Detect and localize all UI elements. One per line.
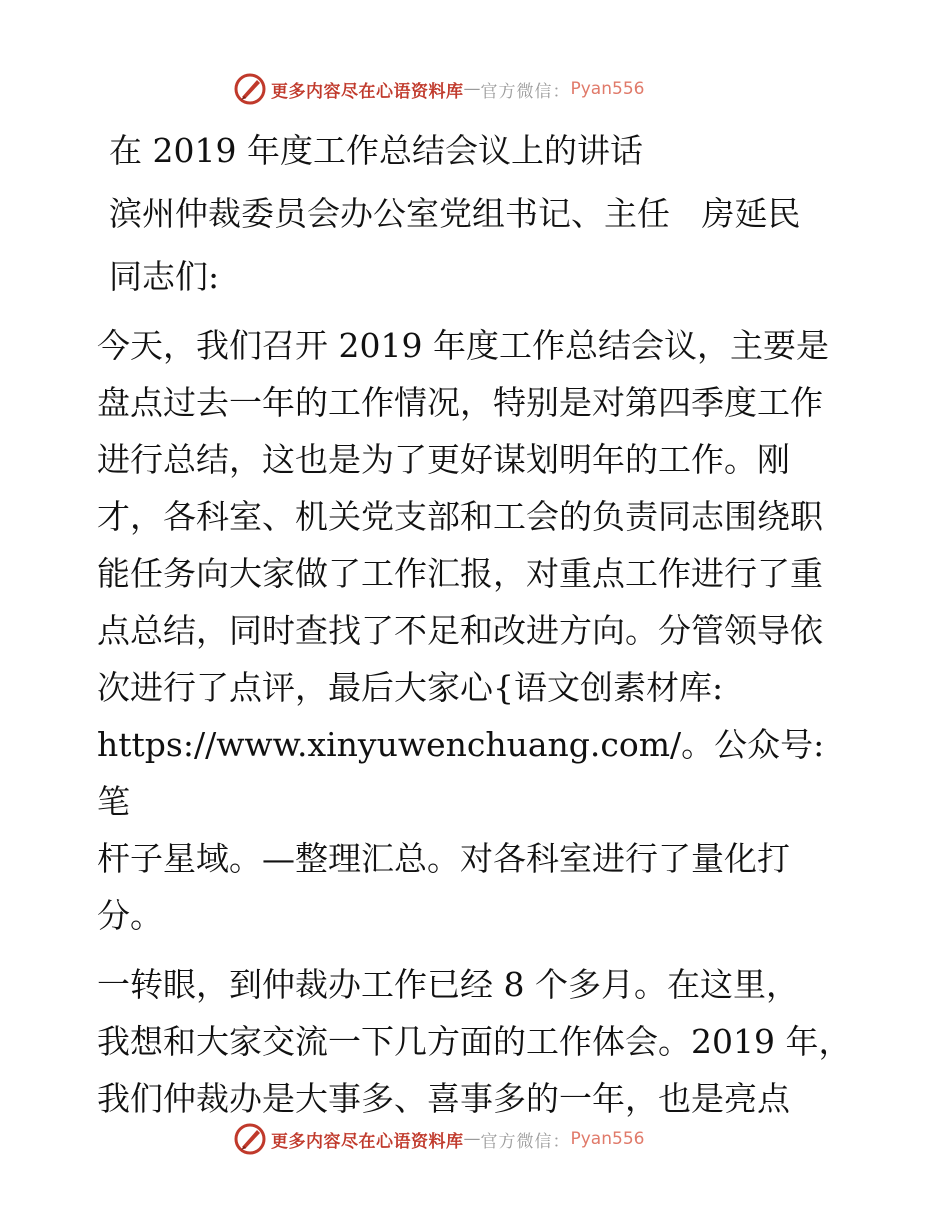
watermark-dash: — <box>463 1129 481 1149</box>
watermark-wechat-id: Pyan556 <box>570 79 645 99</box>
watermark-main-text: 更多内容尽在心语资料库 <box>271 81 464 102</box>
paragraph-2 <box>97 956 857 1127</box>
paragraph-line: 点总结，同时查找了不足和改进方向。分管领导依 <box>97 611 823 650</box>
watermark-main-text: 更多内容尽在心语资料库 <box>271 1131 464 1152</box>
paragraph-line: 我们仲裁办是大事多、喜事多的一年，也是亮点 <box>97 1079 790 1118</box>
document-body <box>97 122 857 1139</box>
footer-watermark <box>233 1122 644 1156</box>
header-watermark <box>233 72 644 106</box>
watermark-wechat-label: 官方微信： <box>480 1131 571 1152</box>
paragraph-line: 进行总结，这也是为了更好谋划明年的工作。刚 <box>97 440 790 479</box>
watermark-wechat-id: Pyan556 <box>570 1129 645 1149</box>
quill-pen-logo-icon <box>233 72 267 106</box>
quill-pen-logo-icon <box>233 1122 267 1156</box>
paragraph-line: 分。 <box>97 896 163 935</box>
document-title: 在 2019 年度工作总结会议上的讲话 <box>109 131 643 170</box>
paragraph-line: 我想和大家交流一下几方面的工作体会。2019 年， <box>97 1022 852 1061</box>
paragraph-line: 杆子星域。—整理汇总。对各科室进行了量化打 <box>97 839 790 878</box>
watermark-wechat-label: 官方微信： <box>480 81 571 102</box>
paragraph-line: https://www.xinyuwenchuang.com/。公众号: 笔 <box>97 725 825 821</box>
paragraph-line: 一转眼，到仲裁办工作已经 8 个多月。在这里， <box>97 965 799 1004</box>
document-greeting: 同志们: <box>109 257 220 296</box>
paragraph-line: 能任务向大家做了工作汇报，对重点工作进行了重 <box>97 554 823 593</box>
watermark-dash: — <box>463 79 481 99</box>
paragraph-line: 盘点过去一年的工作情况，特别是对第四季度工作 <box>97 383 823 422</box>
paragraph-line: 次进行了点评，最后大家心{语文创素材库: <box>97 668 724 707</box>
paragraph-line: 今天，我们召开 2019 年度工作总结会议，主要是 <box>97 326 829 365</box>
paragraph-1 <box>97 317 857 944</box>
document-author: 滨州仲裁委员会办公室党组书记、主任 房延民 <box>109 194 801 233</box>
paragraph-line: 才，各科室、机关党支部和工会的负责同志围绕职 <box>97 497 823 536</box>
